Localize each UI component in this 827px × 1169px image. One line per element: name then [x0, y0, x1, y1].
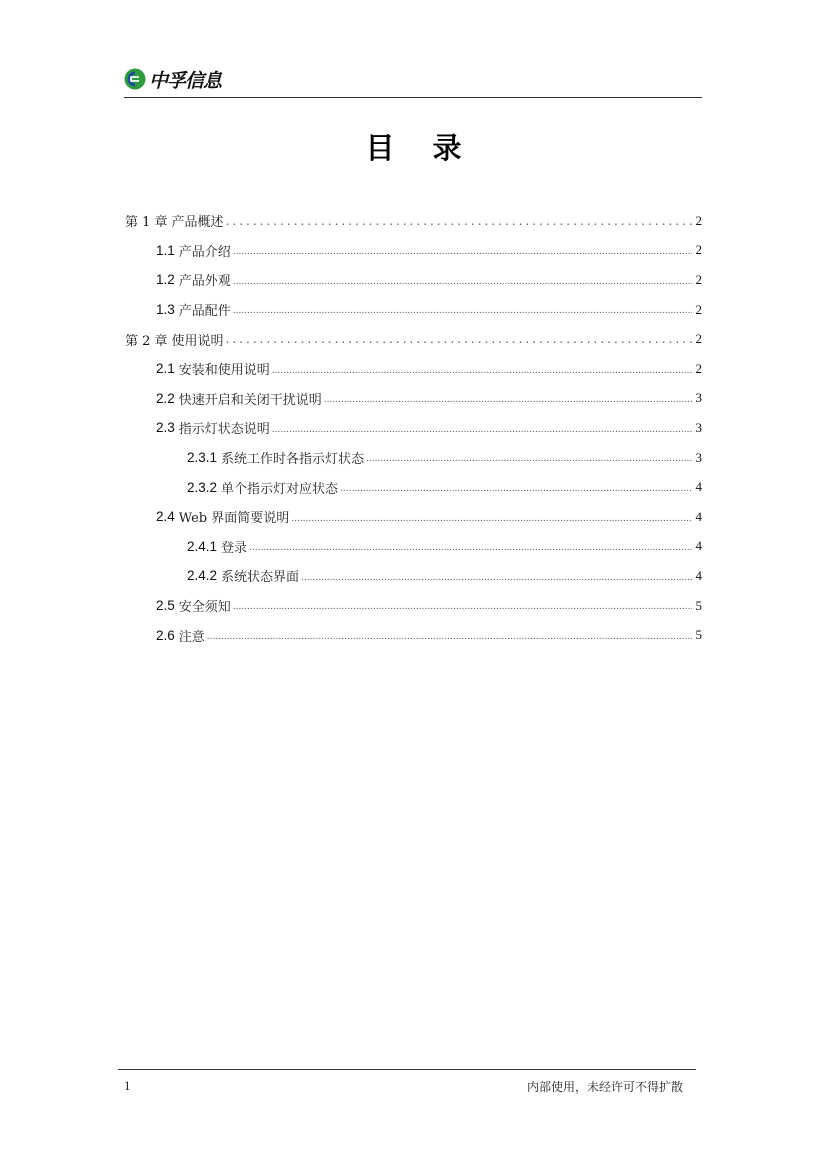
toc-entry-label: 指示灯状态说明: [178, 422, 270, 438]
toc-entry[interactable]: [125, 532, 702, 562]
toc-entry[interactable]: [125, 295, 702, 325]
toc-entry-page: 4: [695, 479, 702, 495]
toc-entry-label: 登录: [221, 540, 248, 556]
toc-entry-label: 安装和使用说明: [178, 363, 270, 379]
toc-entry-label: 注意: [178, 629, 205, 645]
company-logo: [124, 66, 221, 92]
toc-entry-label: 系统工作时各指示灯状态: [221, 452, 365, 468]
toc-entry[interactable]: [125, 324, 702, 354]
toc-entry-label: 快速开启和关闭干扰说明: [178, 392, 322, 408]
toc-entry-page: 3: [695, 390, 702, 406]
footer-page-number: 1: [124, 1078, 131, 1093]
toc-entry-number: 2.6: [156, 627, 175, 643]
toc-entry-label: 产品配件: [178, 304, 231, 320]
toc-dot-leader: [233, 246, 692, 259]
toc-entry-number: 2.2: [156, 390, 175, 406]
toc-entry-number: 1.1: [156, 242, 175, 258]
toc-entry-number: 第 2 章: [125, 333, 168, 349]
header-divider: [124, 97, 702, 98]
logo-icon: [124, 68, 146, 90]
toc-entry[interactable]: [125, 561, 702, 591]
toc-dot-leader: [340, 483, 692, 496]
toc-dot-leader: [301, 572, 692, 585]
page-title: 目录: [365, 131, 500, 165]
toc-dot-leader: [207, 631, 692, 644]
toc-entry-number: 1.3: [156, 302, 175, 318]
toc-entry-page: 3: [695, 419, 702, 435]
toc-dot-leader: [233, 276, 692, 289]
toc-entry-page: 2: [695, 212, 702, 228]
toc-entry[interactable]: [125, 384, 702, 414]
toc-entry-page: 4: [695, 508, 702, 524]
toc-entry[interactable]: [125, 591, 702, 621]
toc-entry-page: 3: [695, 449, 702, 465]
toc-entry-number: 2.3.1: [187, 450, 218, 466]
toc-entry-number: 2.1: [156, 361, 175, 377]
toc-entry-number: 第 1 章: [125, 215, 168, 231]
toc-entry-page: 4: [695, 538, 702, 554]
page-header: [124, 64, 702, 98]
toc-entry[interactable]: [125, 265, 702, 295]
table-of-contents: [125, 206, 702, 650]
toc-dot-leader: [272, 365, 692, 378]
toc-entry-number: 2.4: [156, 509, 175, 525]
toc-dot-leader: [249, 542, 692, 555]
toc-entry-label: 产品介绍: [178, 244, 231, 260]
toc-dot-leader: [226, 333, 692, 346]
toc-entry-number: 2.3: [156, 420, 175, 436]
toc-entry-page: 2: [695, 271, 702, 287]
toc-entry-page: 2: [695, 301, 702, 317]
toc-entry-label: 系统状态界面: [221, 570, 300, 586]
toc-entry-page: 2: [695, 242, 702, 258]
toc-entry-label: 安全须知: [178, 600, 231, 616]
toc-entry[interactable]: [125, 502, 702, 532]
toc-entry-page: 2: [695, 360, 702, 376]
toc-dot-leader: [291, 513, 692, 526]
toc-entry[interactable]: [125, 472, 702, 502]
toc-entry[interactable]: [125, 620, 702, 650]
toc-dot-leader: [233, 305, 692, 318]
logo-text: 中孚信息: [149, 69, 222, 92]
toc-dot-leader: [272, 424, 692, 437]
toc-entry-label: 使用说明: [171, 333, 224, 349]
toc-dot-leader: [366, 453, 692, 466]
toc-entry-label: Web 界面简要说明: [178, 511, 290, 527]
toc-entry[interactable]: [125, 236, 702, 266]
footer-divider: [118, 1069, 696, 1070]
toc-entry-page: 5: [695, 627, 702, 643]
toc-entry-number: 2.4.2: [187, 568, 218, 584]
toc-dot-leader: [233, 601, 692, 614]
toc-entry[interactable]: [125, 206, 702, 236]
toc-dot-leader: [324, 394, 692, 407]
toc-entry-number: 2.4.1: [187, 538, 218, 554]
toc-entry-label: 产品外观: [178, 274, 231, 290]
toc-entry-number: 2.5: [156, 598, 175, 614]
toc-entry[interactable]: [125, 354, 702, 384]
toc-dot-leader: [226, 215, 692, 228]
toc-entry[interactable]: [125, 413, 702, 443]
toc-entry-number: 1.2: [156, 272, 175, 288]
toc-entry-label: 产品概述: [171, 215, 224, 231]
toc-entry[interactable]: [125, 443, 702, 473]
footer-confidentiality-note: 内部使用，未经许可不得扩散: [526, 1080, 683, 1094]
toc-entry-label: 单个指示灯对应状态: [221, 481, 339, 497]
toc-entry-page: 2: [695, 331, 702, 347]
toc-entry-number: 2.3.2: [187, 479, 218, 495]
toc-entry-page: 5: [695, 597, 702, 613]
toc-entry-page: 4: [695, 567, 702, 583]
